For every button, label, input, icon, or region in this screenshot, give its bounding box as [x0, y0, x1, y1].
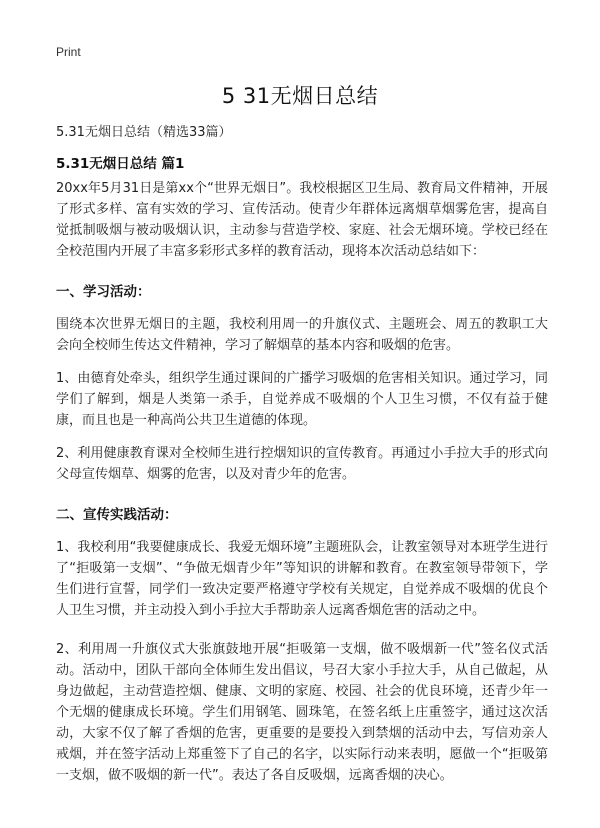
paragraph-study-overview: 围绕本次世界无烟日的主题，我校利用周一的升旗仪式、主题班会、周五的教职工大会向全校师生传达文件精神，学习了解烟草的基本内容和吸烟的危害。 — [56, 317, 548, 353]
paragraph-study-item-2: 2、利用健康教育课对全校师生进行控烟知识的宣传教育。再通过小手拉大手的形式向父母宣传烟草、烟雾的危害，以及对青少年的危害。 — [56, 446, 548, 482]
paragraph-study-item-1: 1、由德育处牵头，组织学生通过课间的广播学习吸烟的危害相关知识。通过学习，同学们了解到，烟是人类第一杀手，自觉养成不吸烟的个人卫生习惯，不仅有益于健康，而且也是一种高尚公共卫生道德的体现。 — [56, 371, 548, 428]
paragraph-practice-item-2: 2、利用周一升旗仪式大张旗鼓地开展“拒吸第一支烟，做不吸烟新一代”签名仪式活动。活动中，团队干部向全体师生发出倡议，号召大家小手拉大手，从自己做起，从身边做起，主动营造控烟、健康、文明的家庭、校园、社会的优良环境，还青少年一个无烟的健康成长环境。学生们用钢笔、圆珠笔，在签名纸上庄重签字，通过这次活动，大家不仅了解了香烟的危害，更重要的是要投入到禁烟的活动中去，写信劝亲人戒烟，并在签字活动上郑重签下了自己的名字，以实际行动来表明，愿做一个“拒吸第一支烟，做不吸烟的新一代”。表达了各自反吸烟，远离香烟的决心。 — [56, 642, 548, 783]
section-title: 5.31无烟日总结 篇1 — [56, 156, 185, 172]
article-body — [56, 178, 548, 798]
heading-practice-activities: 二、宣传实践活动： — [56, 507, 178, 523]
intro-paragraph: 20xx年5月31日是第xx个“世界无烟日”。我校根据区卫生局、教育局文件精神，开展了形式多样、富有实效的学习、宣传活动。使青少年群体远离烟草烟雾危害，提高自觉抵制吸烟与被动吸烟认识，主动参与营造学校、家庭、社会无烟环境。学校已经在全校范围内开展了丰富多彩形式多样的教育活动，现将本次活动总结如下： — [56, 181, 548, 259]
heading-study-activities: 一、学习活动： — [56, 284, 151, 300]
document-subtitle: 5.31无烟日总结（精选33篇） — [56, 125, 232, 140]
print-link[interactable]: Print — [56, 45, 81, 59]
page-title: 5 31无烟日总结 — [221, 84, 379, 108]
paragraph-practice-item-1: 1、我校利用“我要健康成长、我爱无烟环境”主题班队会，让教室领导对本班学生进行了“拒吸第一支烟”、“争做无烟青少年”等知识的讲解和教育。在教室领导带领下，学生们进行宣誓，同学们一致决定要严格遵守学校有关规定，自觉养成不吸烟的优良个人卫生习惯，并主动投入到小手拉大手帮助亲人远离香烟危害的活动之中。 — [56, 540, 548, 618]
